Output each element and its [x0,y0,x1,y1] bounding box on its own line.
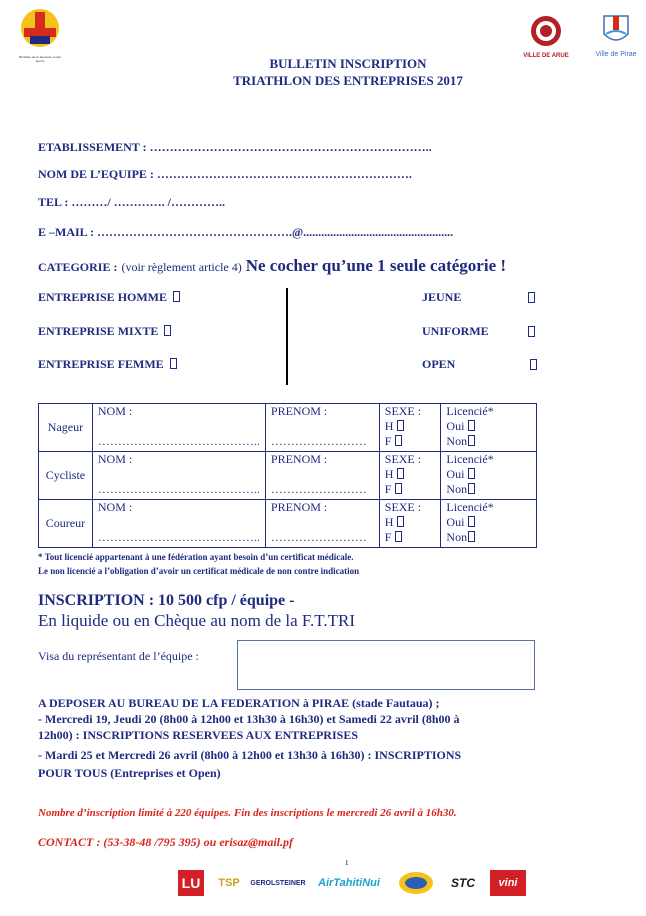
note-line-2: Le non licencié a l’obligation d’avoir un certificat médicale de non contre indication [38,566,360,576]
category-jeune[interactable] [422,290,532,305]
prenom-cell[interactable]: PRENOM : …………………… [265,452,379,500]
sponsor-lu-logo: LU [178,870,204,896]
category-label: JEUNE [422,290,462,304]
deposit-line-1: A DEPOSER AU BUREAU DE LA FEDERATION à PIRAE (stade Fautaua) ; [38,696,440,710]
prenom-cell[interactable]: PRENOM : …………………… [265,500,379,548]
nom-cell[interactable]: NOM : ………………………………….. [92,452,265,500]
checkbox-icon[interactable] [395,435,402,446]
checkbox-icon[interactable] [397,420,404,431]
checkbox-icon[interactable] [468,516,475,527]
category-label: ENTREPRISE MIXTE [38,324,159,338]
checkbox-icon[interactable] [468,531,475,542]
table-row [39,452,537,500]
inscription-payment: En liquide ou en Chèque au nom de la F.T.TRI [38,611,356,630]
role-cell: Cycliste [39,452,93,500]
note-line-1: * Tout licencié appartenant à une fédération ayant besoin d’un certificat médicale. [38,552,354,562]
category-entreprise-homme[interactable] [38,290,180,305]
checkbox-icon[interactable] [530,359,537,370]
licencie-cell: Licencié* Oui Non [441,500,537,548]
category-entreprise-femme[interactable] [38,357,177,372]
category-uniforme[interactable] [422,324,532,339]
sexe-cell: SEXE : H F [379,404,441,452]
category-entreprise-mixte[interactable] [38,324,171,339]
checkbox-icon[interactable] [528,292,535,303]
prenom-dots: …………………… [270,482,367,496]
deposit-line-4: - Mardi 25 et Mercredi 26 avril (8h00 à 12h00 et 13h30 à 16h30) : INSCRIPTIONS [38,748,462,762]
checkbox-icon[interactable] [173,291,180,302]
prenom-dots: …………………… [270,530,367,544]
category-label: OPEN [422,357,456,371]
licencie-cell: Licencié* Oui Non [441,452,537,500]
category-label: ENTREPRISE HOMME [38,290,168,304]
visa-label: Visa du représentant de l’équipe : [38,649,199,663]
inscription-price: INSCRIPTION : 10 500 cfp / équipe - [38,592,295,609]
nom-cell[interactable]: NOM : ………………………………….. [92,404,265,452]
nom-dots: ………………………………….. [97,434,260,448]
team-members-table [38,403,537,548]
nom-dots: ………………………………….. [97,482,260,496]
sponsor-tsp-logo: TSP [218,877,240,889]
sexe-cell: SEXE : H F [379,452,441,500]
ministry-caption: Ministère de la Jeunesse et des Sports [18,55,62,63]
sponsor-airtahitinui-logo: AirTahitiNui [318,877,380,889]
role-cell: Coureur [39,500,93,548]
arue-logo-text: VILLE DE ARUE [523,53,569,59]
sponsor-stc-logo: STC [451,876,475,890]
category-open[interactable] [422,357,532,372]
checkbox-icon[interactable] [395,483,402,494]
categorie-label: CATEGORIE : [38,260,118,274]
arue-logo [522,14,570,62]
checkbox-icon[interactable] [468,483,475,494]
category-label: ENTREPRISE FEMME [38,357,164,371]
sponsor-radio-logo [396,870,436,896]
deposit-line-3: 12h00) : INSCRIPTIONS RESERVEES AUX ENTREPRISES [38,728,358,742]
field-etablissement[interactable]: ETABLISSEMENT : …………………………………………………………….. [38,140,432,154]
checkbox-icon[interactable] [395,531,402,542]
checkbox-icon[interactable] [170,358,177,369]
limit-note: Nombre d’inscription limité à 220 équipes. Fin des inscriptions le mercredi 26 avril à 16h30. [38,807,457,819]
categorie-note: (voir règlement article 4) [121,260,242,274]
table-row [39,500,537,548]
prenom-dots: …………………… [270,434,367,448]
checkbox-icon[interactable] [468,420,475,431]
role-cell: Nageur [39,404,93,452]
deposit-line-2: - Mercredi 19, Jeudi 20 (8h00 à 12h00 et 13h30 à 16h30) et Samedi 22 avril (8h00 à [38,712,460,726]
checkbox-icon[interactable] [528,326,535,337]
category-divider [286,288,288,385]
table-row [39,404,537,452]
sponsor-vini-logo: vini [490,870,526,896]
visa-signature-box[interactable] [237,640,535,690]
checkbox-icon[interactable] [164,325,171,336]
contact-info: CONTACT : (53-38-48 /795 395) ou erisaz@mail.pf [38,835,293,849]
checkbox-icon[interactable] [468,435,475,446]
page-number: 1 [345,859,349,867]
licencie-cell: Licencié* Oui Non [441,404,537,452]
categorie-instruction: Ne cocher qu’une 1 seule catégorie ! [245,256,507,275]
checkbox-icon[interactable] [397,516,404,527]
title-line-1: BULLETIN INSCRIPTION [269,56,427,71]
sponsor-gerolsteiner-logo: GEROLSTEINER [250,879,306,887]
deposit-line-5: POUR TOUS (Entreprises et Open) [38,766,221,780]
field-email[interactable]: E –MAIL : ………………………………………….@.................................................. [38,225,454,239]
field-nom-equipe[interactable]: NOM DE L’EQUIPE : ………………………………………………………. [38,167,412,181]
pirae-logo-text: Ville de Pirae [595,51,637,58]
field-tel[interactable]: TEL : ………/ …………. /………….. [38,195,226,209]
prenom-cell[interactable]: PRENOM : …………………… [265,404,379,452]
ministry-logo [16,6,64,62]
category-label: UNIFORME [422,324,489,338]
checkbox-icon[interactable] [468,468,475,479]
checkbox-icon[interactable] [397,468,404,479]
nom-cell[interactable]: NOM : ………………………………….. [92,500,265,548]
categorie-line [38,256,506,276]
nom-dots: ………………………………….. [97,530,260,544]
title-line-2: TRIATHLON DES ENTREPRISES 2017 [233,73,463,88]
sexe-cell: SEXE : H F [379,500,441,548]
